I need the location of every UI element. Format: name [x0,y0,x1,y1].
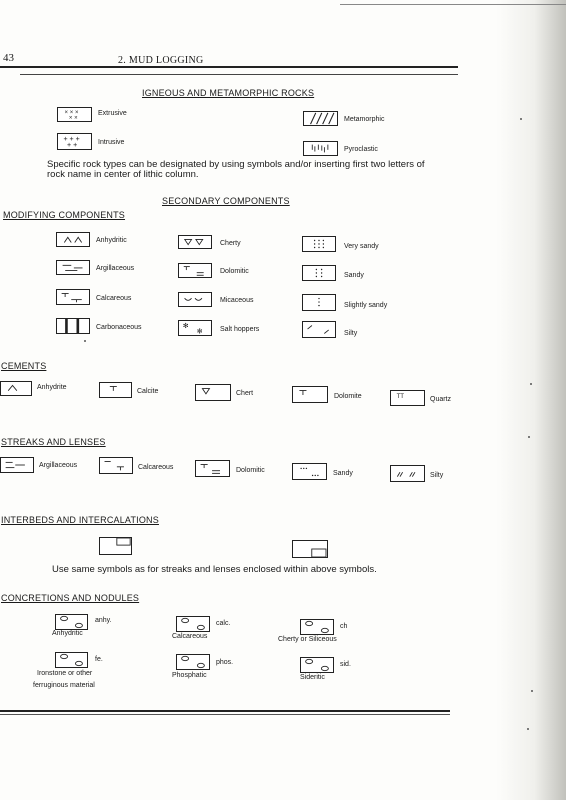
interbeds-heading: INTERBEDS AND INTERCALATIONS [1,515,159,525]
chapter-title: 2. MUD LOGGING [118,55,204,66]
phosphatic-code: phos. [216,659,234,666]
anhydritic-code: anhy. [95,617,112,624]
extrusive-label: Extrusive [98,110,127,117]
phosphatic-nodule-label: Phosphatic [172,672,207,679]
streak-sandy-label: Sandy [333,470,353,477]
ferruginous-label: ferruginous material [33,682,95,689]
pyroclastic-label: Pyroclastic [344,146,378,153]
extrusive-symbol [57,107,92,122]
argillaceous-label: Argillaceous [96,265,135,272]
streak-silty-label: Silty [430,472,444,479]
footer-rule-thin [0,714,450,715]
slightly-sandy-symbol [302,294,336,311]
speck [528,436,530,438]
cherty-label: Cherty [220,240,241,247]
speck [531,690,533,692]
phosphatic-nodule-symbol [176,654,210,670]
sideritic-nodule-label: Sideritic [300,674,325,681]
speck [530,383,532,385]
salt-hoppers-label: Salt hoppers [220,326,260,333]
svg-text:✻: ✻ [182,322,189,330]
speck [84,340,86,342]
argillaceous-symbol [56,260,90,275]
sideritic-nodule-symbol [300,657,334,673]
calcareous-label: Calcareous [96,295,132,302]
speck [520,118,522,120]
ironstone-nodule-label: Ironstone or other [37,670,93,677]
header-rule [0,66,458,68]
dolomitic-label: Dolomitic [220,268,249,275]
sandy-symbol [302,265,336,281]
cement-anhydrite-symbol [0,381,32,396]
anhydritic-nodule-symbol [55,614,88,630]
svg-text:× × ×: × × × [64,110,79,117]
streak-dolomitic-label: Dolomitic [236,467,265,474]
anhydritic-nodule-label: Anhydritic [52,630,83,637]
carbonaceous-symbol [56,318,90,334]
streak-silty-symbol [390,465,425,482]
cherty-nodule-symbol [300,619,334,635]
very-sandy-label: Very sandy [344,243,379,250]
pyroclastic-symbol [303,141,338,156]
top-edge-line [340,4,566,5]
igneous-heading: IGNEOUS AND METAMORPHIC ROCKS [142,88,315,98]
anhydritic-symbol [56,232,90,247]
cement-dolomite-symbol [292,386,328,403]
calcareous-code: calc. [216,620,231,627]
footer-rule [0,710,450,712]
calcareous-nodule-label: Calcareous [172,633,208,640]
concretions-heading: CONCRETIONS AND NODULES [1,593,140,603]
header-rule-thin [20,74,458,75]
streaks-heading: STREAKS AND LENSES [1,437,106,447]
cement-chert-symbol [195,384,231,401]
intrusive-symbol [57,133,92,150]
cement-quartz-label: Quartz [430,396,452,403]
cherty-nodule-label: Cherty or Siliceous [278,636,337,643]
cement-calcite-symbol [99,382,132,398]
metamorphic-symbol [303,111,338,126]
svg-text:✻: ✻ [196,327,203,336]
silty-label: Silty [344,330,358,337]
streak-sandy-symbol [292,463,327,480]
calcareous-symbol [56,289,90,305]
very-sandy-symbol [302,236,336,252]
ironstone-code: fe. [95,656,103,663]
intrusive-label: Intrusive [98,139,125,146]
streak-argillaceous-label: Argillaceous [39,462,78,469]
svg-text:+ +: + + [67,142,78,150]
salt-hoppers-symbol [178,320,212,336]
micaceous-label: Micaceous [220,297,254,304]
streak-calcareous-label: Calcareous [138,464,174,471]
cements-heading: CEMENTS [1,361,47,371]
svg-text:+ + +: + + + [63,136,80,144]
cement-chert-label: Chert [236,390,254,397]
calcareous-nodule-symbol [176,616,210,632]
interbeds-note: Use same symbols as for streaks and lenses enclosed within above symbols. [52,564,377,575]
svg-text:TT: TT [396,393,405,400]
metamorphic-label: Metamorphic [344,116,385,123]
cement-quartz-symbol [390,390,425,406]
streak-dolomitic-symbol [195,460,230,477]
slightly-sandy-label: Slightly sandy [344,302,388,309]
speck [527,728,529,730]
cement-anhydrite-label: Anhydrite [37,384,67,391]
streak-calcareous-symbol [99,457,133,474]
ironstone-nodule-symbol [55,652,88,668]
svg-text:× ×: × × [68,115,78,122]
dolomitic-symbol [178,263,212,278]
silty-symbol [302,321,336,338]
modifying-heading: MODIFYING COMPONENTS [3,210,126,220]
cement-dolomite-label: Dolomite [334,393,362,400]
cement-calcite-label: Calcite [137,388,159,395]
sandy-label: Sandy [344,272,364,279]
carbonaceous-label: Carbonaceous [96,324,142,331]
interbed-symbol-right [292,540,328,558]
secondary-heading: SECONDARY COMPONENTS [162,196,290,206]
igneous-note: Specific rock types can be designated by using symbols and/or inserting first two letters of rock name in center of lithic column. [47,159,425,180]
micaceous-symbol [178,292,212,307]
streak-argillaceous-symbol [0,457,34,473]
page-number: 43 [3,52,14,64]
page-edge-shadow [496,0,566,800]
cherty-symbol [178,235,212,249]
cherty-code: ch [340,623,348,630]
sideritic-code: sid. [340,661,351,668]
anhydritic-label: Anhydritic [96,237,127,244]
interbed-symbol-left [99,537,132,555]
